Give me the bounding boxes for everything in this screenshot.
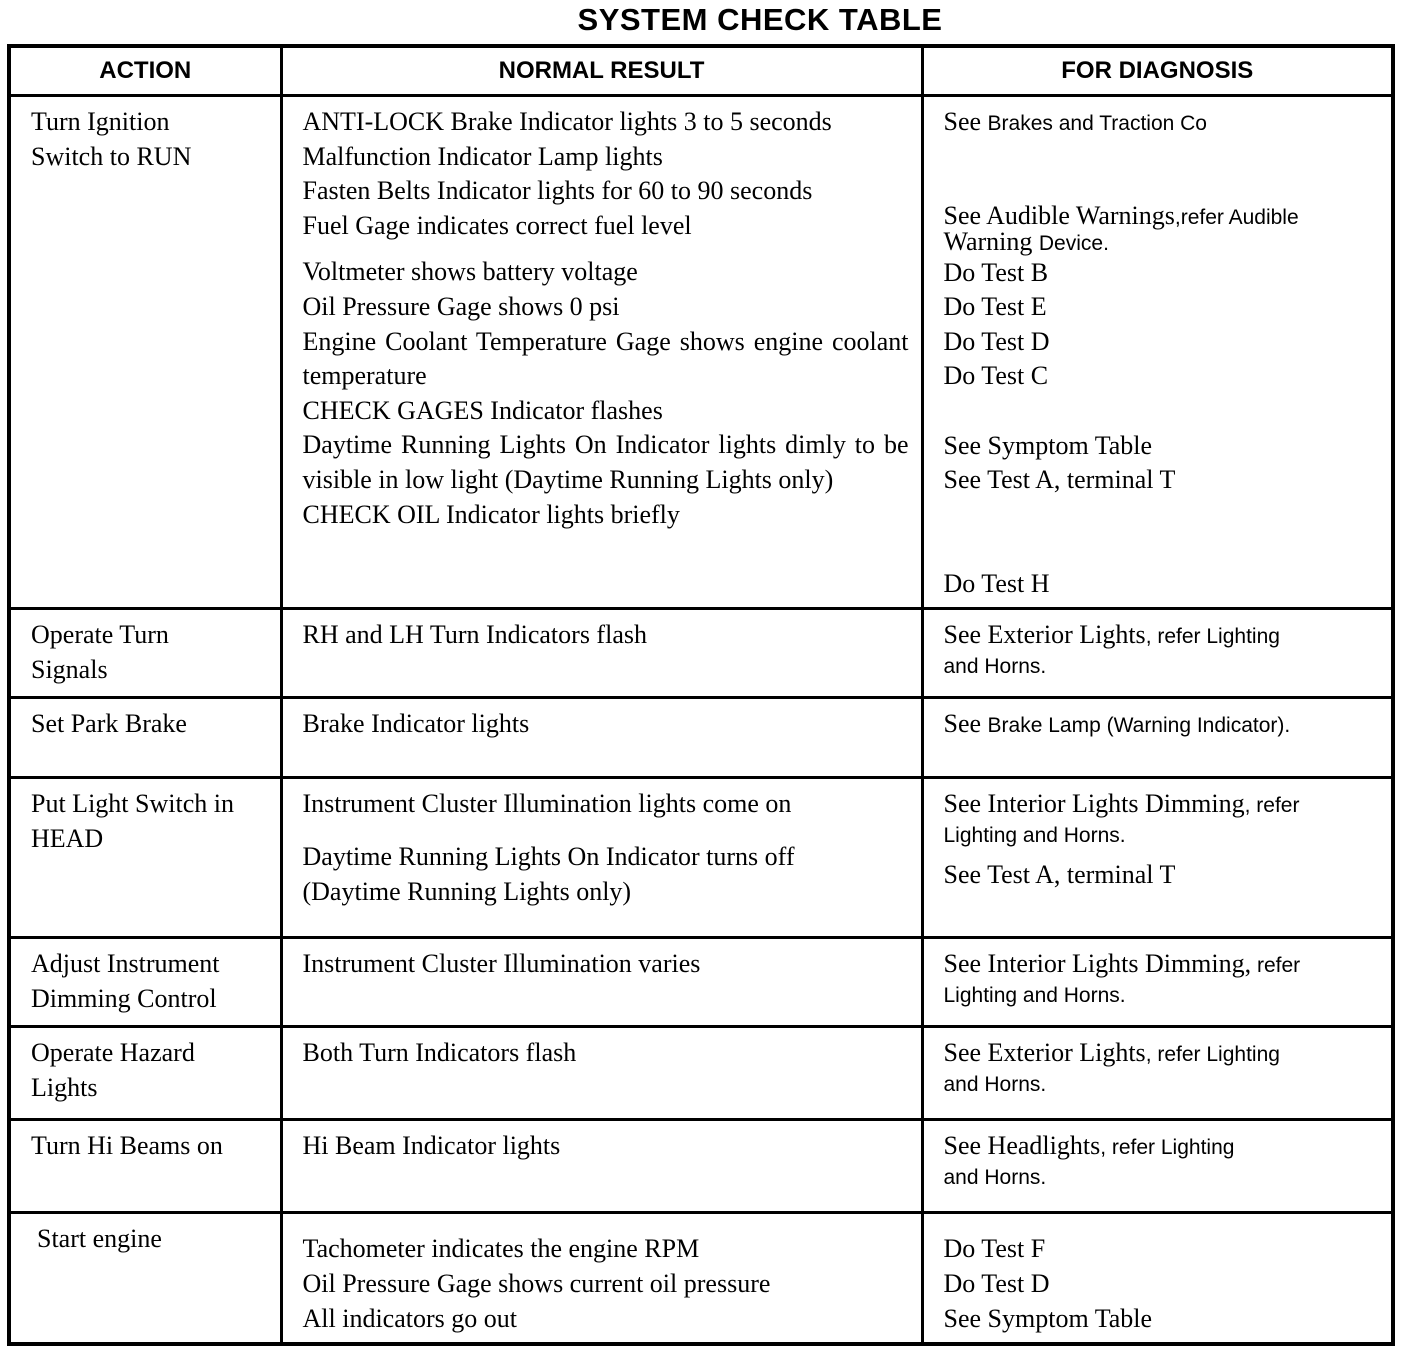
- diagnosis-text: Lighting and Horns.: [943, 823, 1126, 847]
- action-text: Switch to RUN: [31, 141, 192, 171]
- result-text: Daytime Running Lights On Indicator turns off: [302, 841, 795, 871]
- action-cell: [9, 1027, 281, 1120]
- result-text: Brake Indicator lights: [302, 709, 530, 739]
- action-text: Put Light Switch in: [31, 789, 234, 819]
- action-cell: [9, 778, 281, 938]
- result-text: Fuel Gage indicates correct fuel level: [302, 210, 692, 240]
- table-row: [9, 1027, 1393, 1120]
- action-cell: [9, 609, 281, 698]
- diagnosis-text: See Brakes and Traction Co: [943, 107, 1207, 136]
- action-cell: [9, 96, 281, 609]
- action-text: Turn Ignition: [31, 107, 170, 136]
- action-text: Lights: [31, 1072, 98, 1102]
- diagnosis-text: Warning Device.: [943, 226, 1109, 256]
- diagnosis-text: Do Test H: [943, 568, 1050, 598]
- diagnosis-text: See Brake Lamp (Warning Indicator).: [943, 709, 1291, 739]
- action-text: Operate Hazard: [31, 1038, 195, 1068]
- diagnosis-text: See Interior Lights Dimming, refer: [943, 789, 1300, 819]
- diagnosis-text: Lighting and Horns.: [943, 983, 1126, 1007]
- result-text: ANTI-LOCK Brake Indicator lights 3 to 5 seconds: [302, 107, 832, 136]
- action-text: Signals: [31, 654, 108, 684]
- diagnosis-cell: [922, 1213, 1393, 1344]
- diagnosis-text: See Symptom Table: [943, 1303, 1153, 1333]
- header-action: ACTION: [9, 46, 281, 96]
- table-row: [9, 778, 1393, 938]
- result-text: Both Turn Indicators flash: [302, 1038, 577, 1068]
- table-row: [9, 1120, 1393, 1213]
- action-text: Start engine: [37, 1224, 162, 1254]
- diagnosis-text: See Headlights, refer Lighting: [943, 1131, 1235, 1161]
- diagnosis-text: Do Test D: [943, 1268, 1050, 1298]
- diagnosis-text: and Horns.: [943, 1072, 1047, 1096]
- diagnosis-text: Do Test F: [943, 1234, 1046, 1264]
- table-row: [9, 96, 1393, 609]
- result-text: Daytime Running Lights On Indicator lights dimly to be visible in low light (Daytime Running Lights only): [302, 430, 909, 494]
- action-text: Set Park Brake: [31, 709, 187, 739]
- diagnosis-text: See Test A, terminal T: [943, 859, 1176, 889]
- result-cell: [281, 698, 922, 778]
- diagnosis-text: See Test A, terminal T: [943, 465, 1176, 495]
- diagnosis-cell: [922, 698, 1393, 778]
- diagnosis-cell: [922, 938, 1393, 1027]
- result-text: (Daytime Running Lights only): [302, 876, 632, 906]
- table-row: [9, 938, 1393, 1027]
- header-row: [9, 46, 1393, 96]
- diagnosis-cell: [922, 778, 1393, 938]
- header-diagnosis: FOR DIAGNOSIS: [922, 46, 1393, 96]
- result-text: Fasten Belts Indicator lights for 60 to 90 seconds: [302, 176, 813, 206]
- result-text: All indicators go out: [302, 1303, 517, 1333]
- result-text: CHECK OIL Indicator lights briefly: [302, 499, 680, 529]
- diagnosis-text: Do Test D: [943, 326, 1050, 356]
- result-text: Oil Pressure Gage shows current oil pressure: [302, 1268, 771, 1298]
- result-text: CHECK GAGES Indicator flashes: [302, 395, 663, 425]
- result-text: Instrument Cluster Illumination varies: [302, 949, 701, 979]
- diagnosis-text: See Exterior Lights, refer Lighting: [943, 620, 1280, 650]
- diagnosis-text: Do Test B: [943, 257, 1049, 287]
- diagnosis-cell: [922, 96, 1393, 609]
- diagnosis-text: Do Test E: [943, 292, 1047, 322]
- diagnosis-text: See Exterior Lights, refer Lighting: [943, 1038, 1280, 1068]
- result-text: Oil Pressure Gage shows 0 psi: [302, 291, 620, 321]
- diagnosis-cell: [922, 1120, 1393, 1213]
- table-title: SYSTEM CHECK TABLE: [577, 2, 943, 37]
- result-cell: [281, 96, 922, 609]
- action-cell: [9, 698, 281, 778]
- diagnosis-text: See Interior Lights Dimming, refer: [943, 949, 1301, 979]
- system-check-table: [7, 44, 1395, 1346]
- action-cell: [9, 938, 281, 1027]
- result-text: Engine Coolant Temperature Gage shows engine coolant temperature: [302, 326, 909, 391]
- diagnosis-text: See Audible Warnings,refer Audible: [943, 200, 1299, 230]
- result-text: Instrument Cluster Illumination lights come on: [302, 789, 792, 819]
- table-row: [9, 1213, 1393, 1344]
- result-cell: [281, 609, 922, 698]
- result-cell: [281, 1027, 922, 1120]
- diagnosis-text: and Horns.: [943, 1165, 1047, 1189]
- table-row: [9, 698, 1393, 778]
- action-text: Turn Hi Beams on: [31, 1131, 223, 1161]
- result-cell: [281, 938, 922, 1027]
- table-row: [9, 609, 1393, 698]
- diagnosis-text: See Symptom Table: [943, 430, 1153, 460]
- result-text: RH and LH Turn Indicators flash: [302, 620, 647, 650]
- result-text: Hi Beam Indicator lights: [302, 1131, 561, 1161]
- result-cell: [281, 778, 922, 938]
- result-cell: [281, 1213, 922, 1344]
- action-cell: [9, 1120, 281, 1213]
- action-text: Adjust Instrument: [31, 949, 220, 979]
- action-text: Operate Turn: [31, 620, 169, 650]
- action-text: Dimming Control: [31, 983, 217, 1013]
- result-text: Tachometer indicates the engine RPM: [302, 1234, 700, 1264]
- diagnosis-cell: [922, 1027, 1393, 1120]
- diagnosis-text: Do Test C: [943, 361, 1049, 391]
- action-text: HEAD: [31, 823, 104, 853]
- diagnosis-cell: [922, 609, 1393, 698]
- result-text: Voltmeter shows battery voltage: [302, 257, 638, 287]
- action-cell: [9, 1213, 281, 1344]
- result-text: Malfunction Indicator Lamp lights: [302, 141, 663, 171]
- header-normal-result: NORMAL RESULT: [281, 46, 922, 96]
- result-cell: [281, 1120, 922, 1213]
- diagnosis-text: and Horns.: [943, 654, 1047, 678]
